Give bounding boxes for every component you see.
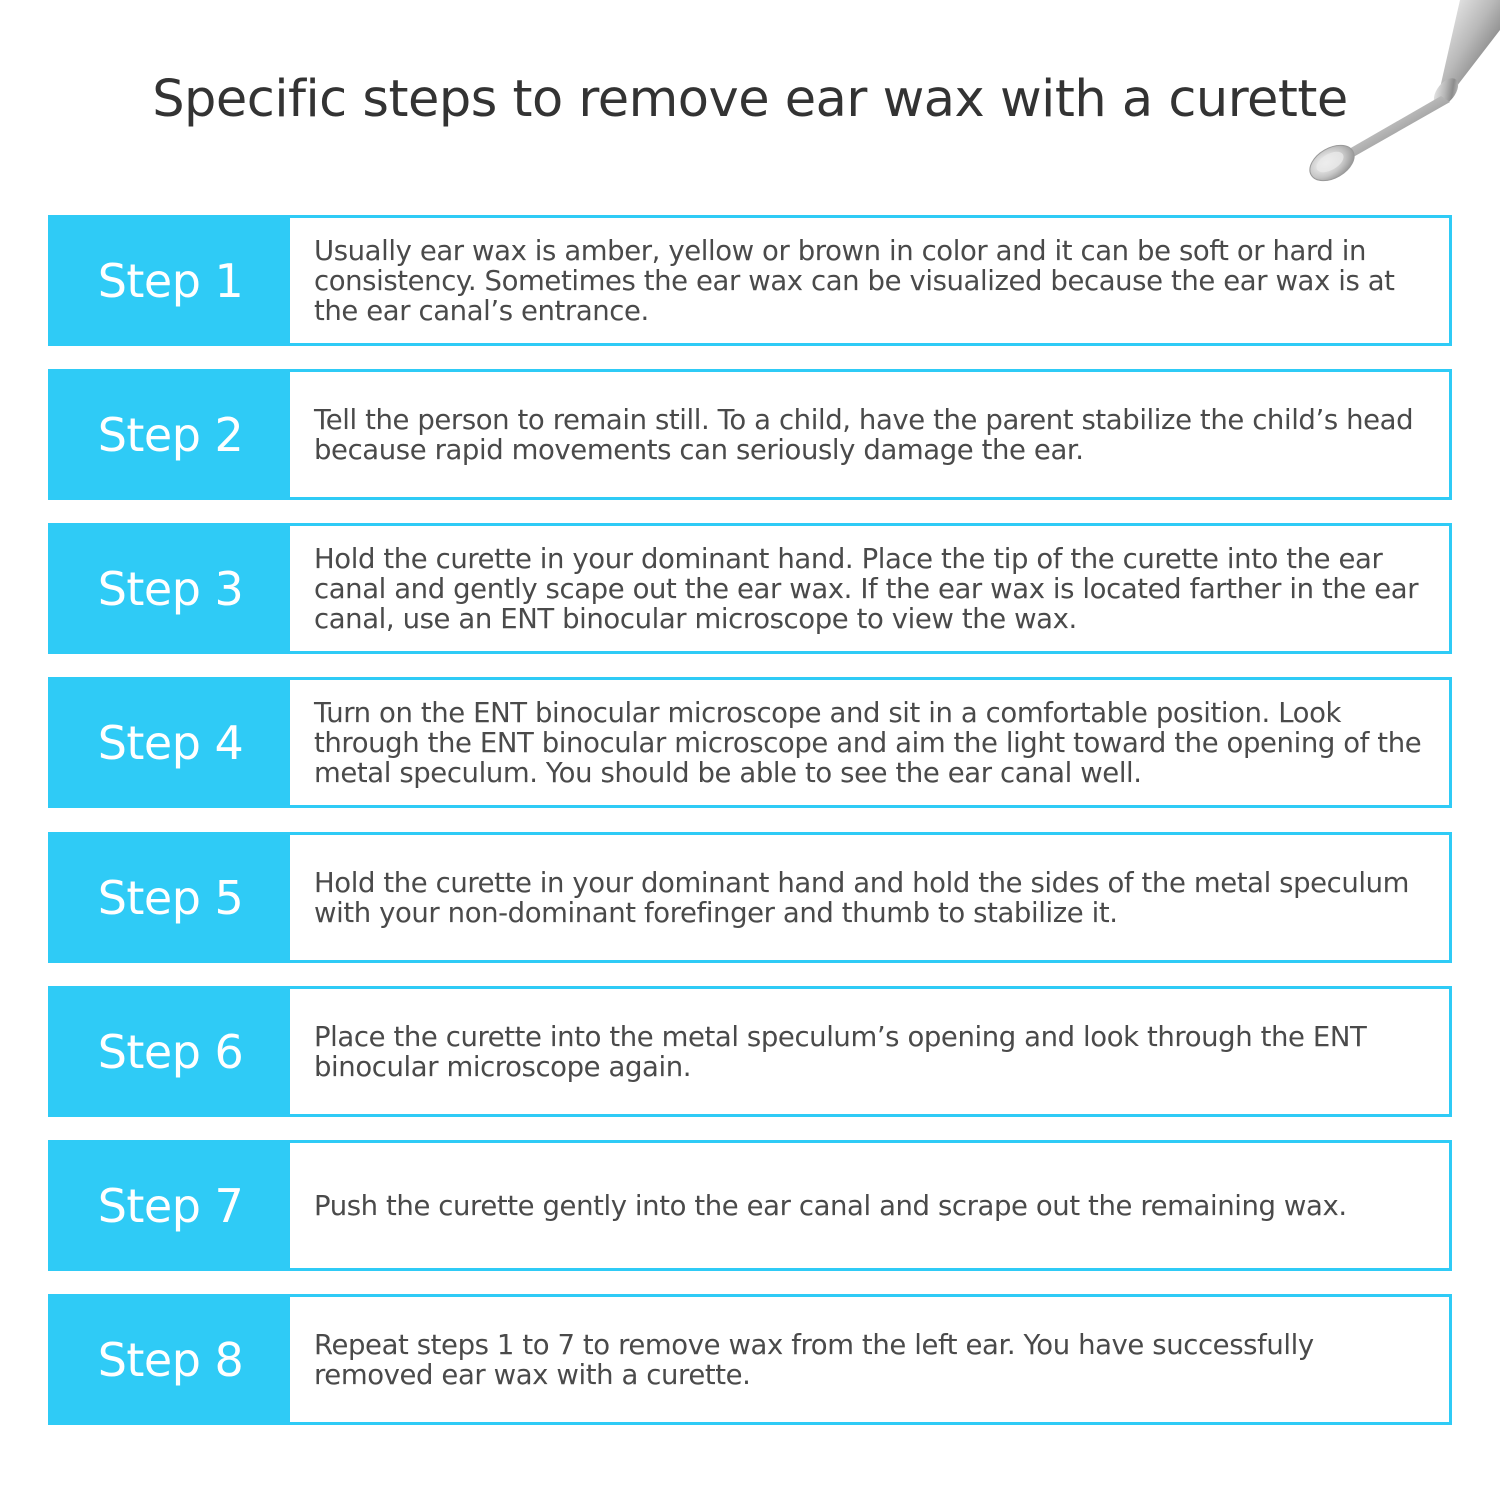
step-label: Step 3 xyxy=(51,526,290,651)
step-description: Usually ear wax is amber, yellow or brown in color and it can be soft or hard in consistency. Sometimes the ear wax can be visualized because the ear wax is at the ear canal’s entrance. xyxy=(314,234,1395,327)
step-description: Repeat steps 1 to 7 to remove wax from the left ear. You have successfully removed ear wax with a curette. xyxy=(314,1328,1314,1391)
step-label: Step 4 xyxy=(51,680,290,805)
step-description: Hold the curette in your dominant hand and hold the sides of the metal speculum with your non-dominant forefinger and thumb to stabilize it. xyxy=(314,866,1410,929)
step-row xyxy=(48,677,1452,808)
step-row xyxy=(48,832,1452,963)
step-label: Step 6 xyxy=(51,989,290,1114)
step-label: Step 8 xyxy=(51,1297,290,1422)
curette-tool-icon xyxy=(1300,0,1500,190)
step-label: Step 1 xyxy=(51,218,290,343)
page-title: Specific steps to remove ear wax with a curette xyxy=(152,70,1348,129)
step-description: Push the curette gently into the ear canal and scrape out the remaining wax. xyxy=(314,1189,1347,1222)
step-row xyxy=(48,523,1452,654)
step-description: Hold the curette in your dominant hand. Place the tip of the curette into the ear canal and gently scape out the ear wax. If the ear wax is located farther in the ear canal, use an ENT binocular microscope to view the wax. xyxy=(314,542,1419,635)
step-row xyxy=(48,986,1452,1117)
step-label: Step 7 xyxy=(51,1143,290,1268)
step-row xyxy=(48,215,1452,346)
step-label: Step 5 xyxy=(51,835,290,960)
step-description: Tell the person to remain still. To a child, have the parent stabilize the child’s head because rapid movements can seriously damage the ear. xyxy=(314,403,1414,466)
step-description: Turn on the ENT binocular microscope and sit in a comfortable position. Look through the ENT binocular microscope and aim the light toward the opening of the metal speculum. You should be able to see the ear canal well. xyxy=(314,696,1422,789)
step-row xyxy=(48,1294,1452,1425)
step-row xyxy=(48,1140,1452,1271)
step-description: Place the curette into the metal speculum’s opening and look through the ENT binocular microscope again. xyxy=(314,1020,1367,1083)
step-label: Step 2 xyxy=(51,372,290,497)
step-row xyxy=(48,369,1452,500)
